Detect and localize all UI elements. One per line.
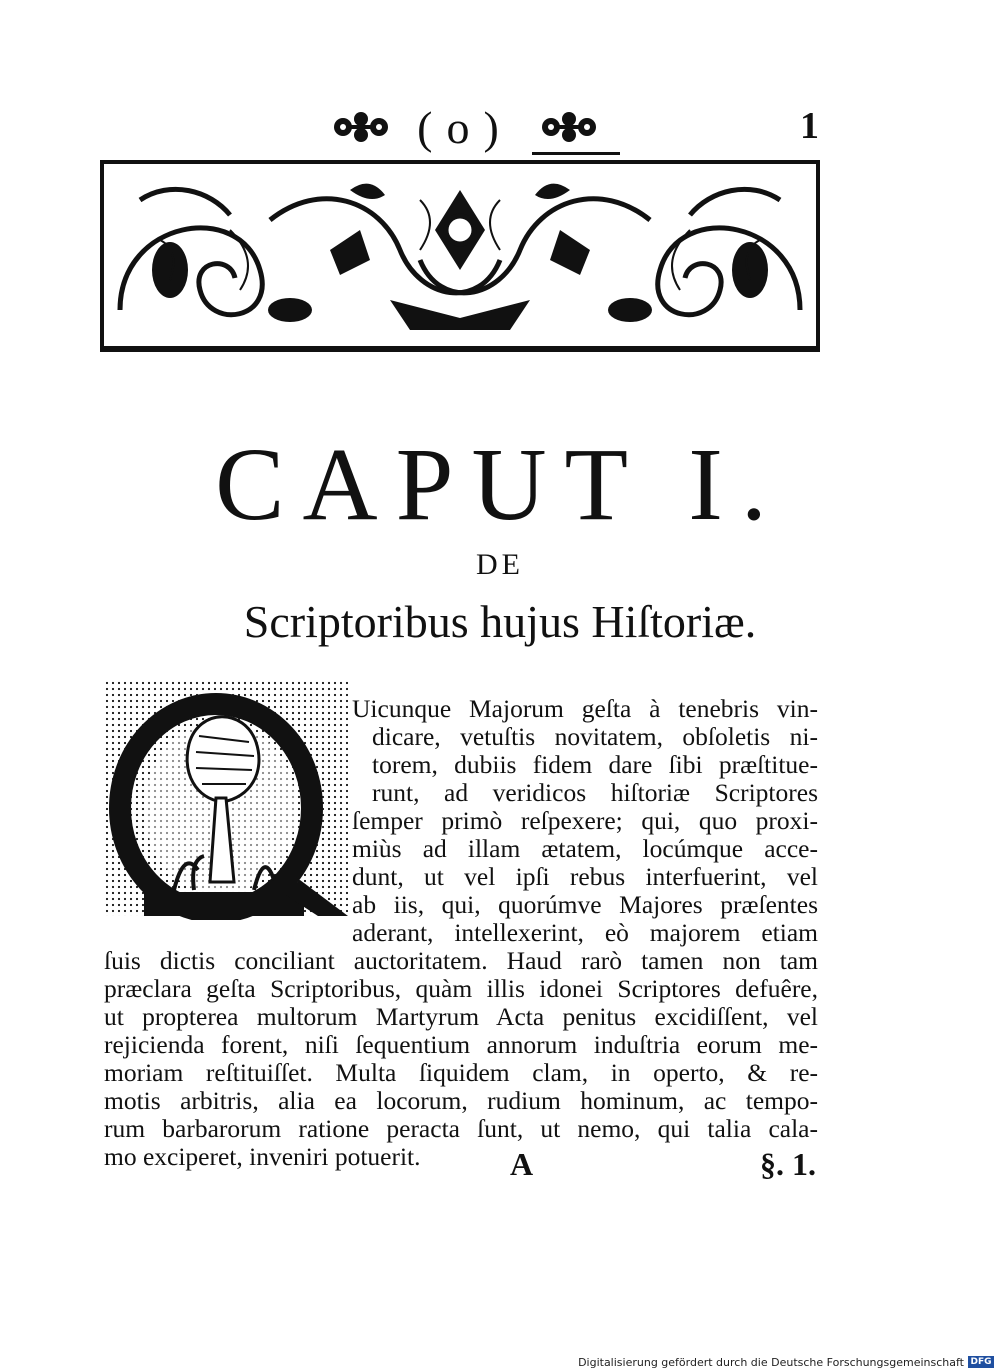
text-line: ab iis, qui, quorúmve Majores præſentes <box>352 890 818 919</box>
fleuron-right-icon <box>539 107 599 147</box>
text-line: mo exciperet, inveniri potuerit. <box>104 1142 421 1171</box>
page-number: 1 <box>800 105 819 147</box>
text-line: rejicienda forent, niſi ſequentium annorum induſtria eorum me- <box>104 1030 818 1059</box>
text-line: aderant, intellexerint, eò majorem etiam <box>352 918 818 947</box>
text-line: ſuis dictis conciliant auctoritatem. Haud rarò tamen non tam <box>104 946 818 975</box>
text-line: runt, ad veridicos hiſtoriæ Scriptores <box>372 778 818 807</box>
ornamental-headpiece-icon <box>100 160 820 354</box>
head-rule <box>532 152 620 155</box>
text-line: torem, dubiis fidem dare ſibi præſtitue- <box>372 750 818 779</box>
text-line: moriam reſtituiſſet. Multa ſiquidem clam, in operto, & re- <box>104 1058 818 1087</box>
text-line: ſemper primò reſpexere; qui, quo proxi- <box>352 806 818 835</box>
credit-text: Digitalisierung gefördert durch die Deutsche Forschungsgemeinschaft <box>578 1355 964 1369</box>
text-line: Uicunque Majorum geſta à tenebris vin- <box>352 694 818 723</box>
text-line: miùs ad illam ætatem, locúmque acce- <box>352 834 818 863</box>
signature-mark: §. 1. <box>760 1146 816 1182</box>
text-line: præclara geſta Scriptoribus, quàm illis idonei Scriptores defuêre, <box>104 974 818 1003</box>
digitization-credit <box>578 1354 994 1370</box>
dfg-logo: DFG <box>968 1356 994 1368</box>
chapter-preposition: DE <box>476 548 524 581</box>
chapter-title: CAPUT I. <box>215 427 785 542</box>
fleuron-left-icon <box>331 107 391 147</box>
text-line: rum barbarorum ratione peracta ſunt, ut nemo, qui talia cala- <box>104 1114 818 1143</box>
text-line: ut propterea multorum Martyrum Acta penitus excidiſſent, vel <box>104 1002 818 1031</box>
catchword: A <box>510 1146 534 1182</box>
decorated-initial-q-icon <box>104 680 348 920</box>
running-head-signature: (o) <box>417 101 513 153</box>
chapter-subtitle: Scriptoribus hujus Hiſtoriæ. <box>243 596 757 647</box>
text-line: dicare, vetuſtis novitatem, obſoletis ni- <box>372 722 818 751</box>
text-line: dunt, ut vel ipſi rebus interfuerint, vel <box>352 862 818 891</box>
text-line: motis arbitris, alia ea locorum, rudium hominum, ac tempo- <box>104 1086 818 1115</box>
